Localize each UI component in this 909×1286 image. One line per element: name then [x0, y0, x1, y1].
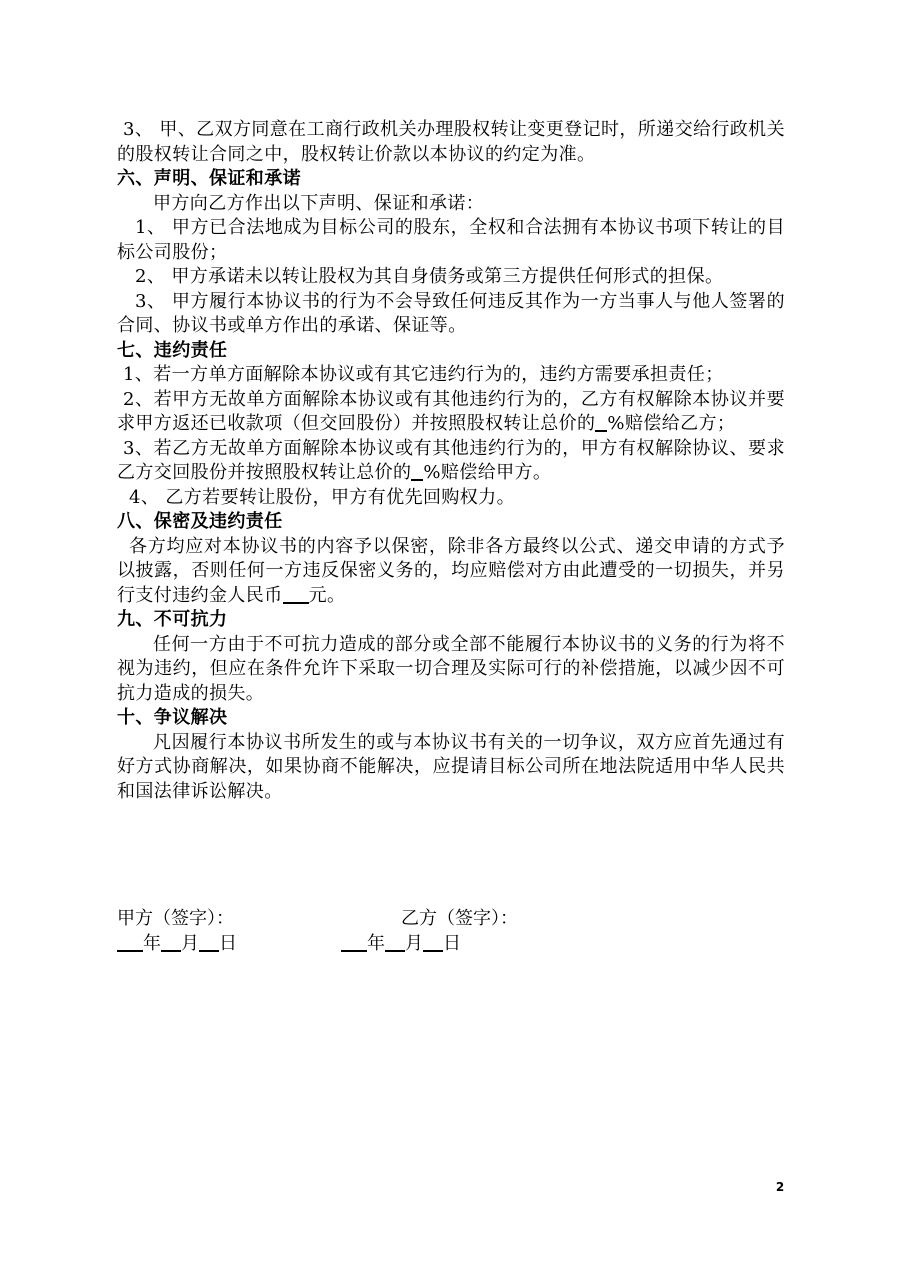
- section-7-item-2: [117, 388, 785, 437]
- section-7-item-2-text: 2、若甲方无故单方面解除本协议或有其他违约行为的，乙方有权解除本协议并要求甲方返还已收款项（但交回股份）并按照股权转让总价的: [117, 388, 785, 434]
- year-blank: [341, 932, 367, 952]
- amount-blank: [283, 584, 309, 604]
- month-blank: [385, 932, 405, 952]
- section-8-body: [117, 535, 785, 609]
- year-label: 年: [143, 933, 161, 954]
- section-6-title: 六、声明、保证和承诺: [117, 168, 301, 189]
- day-blank: [199, 932, 219, 952]
- section-8-body-text: 各方均应对本协议书的内容予以保密，除非各方最终以公式、递交申请的方式予以披露，否则任何一方违反保密义务的，均应赔偿对方由此遭受的一切损失，并另行支付违约金人民币: [117, 535, 785, 606]
- section-8-title: 八、保密及违约责任: [117, 511, 283, 532]
- year-blank: [117, 932, 143, 952]
- section-6-item-1: 1、 甲方已合法地成为目标公司的股东，全权和合法拥有本协议书项下转让的目标公司股份；: [117, 217, 785, 263]
- section-6-item-3: 3、 甲方履行本协议书的行为不会导致任何违反其作为一方当事人与他人签署的合同、协议书或单方作出的承诺、保证等。: [117, 290, 785, 336]
- section-7-item-2-tail: %赔偿给乙方；: [607, 413, 736, 434]
- party-b-date: [341, 931, 461, 956]
- document-body: [117, 118, 785, 804]
- party-a-date: [117, 931, 237, 956]
- clause-3-equity-registration: 3、 甲、乙双方同意在工商行政机关办理股权转让变更登记时，所递交给行政机关的股权转让合同之中，股权转让价款以本协议的约定为准。: [117, 119, 785, 165]
- section-8-body-tail: 元。: [308, 584, 346, 606]
- section-7-item-1: 1、若一方单方面解除本协议或有其它违约行为的，违约方需要承担责任；: [123, 364, 724, 385]
- page-number: 2: [775, 1180, 785, 1194]
- year-label: 年: [367, 933, 385, 954]
- section-9-body: 任何一方由于不可抗力造成的部分或全部不能履行本协议书的义务的行为将不视为违约，但应在条件允许下采取一切合理及实际可行的补偿措施，以减少因不可抗力造成的损失。: [117, 633, 785, 704]
- section-7-title: 七、违约责任: [117, 339, 228, 361]
- month-blank: [161, 932, 181, 952]
- party-b-signature-label: 乙方（签字）：: [401, 908, 518, 929]
- day-blank: [423, 932, 443, 952]
- section-7-item-4: 4、 乙方若要转让股份，甲方有优先回购权力。: [129, 486, 515, 508]
- section-10-body: 凡因履行本协议书所发生的或与本协议书有关的一切争议，双方应首先通过有好方式协商解决，如果协商不能解决，应提请目标公司所在地法院适用中华人民共和国法律诉讼解决。: [117, 731, 785, 802]
- section-7-item-3: [117, 437, 785, 486]
- percent-blank: [411, 461, 423, 481]
- signature-row: [117, 906, 785, 931]
- section-10-title: 十、争议解决: [117, 707, 228, 728]
- month-label: 月: [405, 933, 423, 954]
- section-7-item-3-text: 3、若乙方无故单方面解除本协议或有其他违约行为的，甲方有权解除协议、要求乙方交回股份并按照股权转让总价的: [117, 437, 785, 483]
- day-label: 日: [443, 933, 461, 954]
- date-row: [117, 931, 785, 956]
- day-label: 日: [219, 933, 237, 954]
- section-6-intro: 甲方向乙方作出以下声明、保证和承诺：: [153, 192, 485, 214]
- signature-block: [117, 906, 785, 956]
- section-7-item-3-tail: %赔偿给甲方。: [423, 462, 552, 483]
- section-9-title: 九、不可抗力: [117, 609, 228, 630]
- percent-blank: [595, 412, 607, 432]
- section-6-item-2: 2、 甲方承诺未以转让股权为其自身债务或第三方提供任何形式的担保。: [135, 266, 724, 287]
- month-label: 月: [181, 933, 199, 954]
- party-a-signature-label: 甲方（签字）：: [117, 908, 234, 929]
